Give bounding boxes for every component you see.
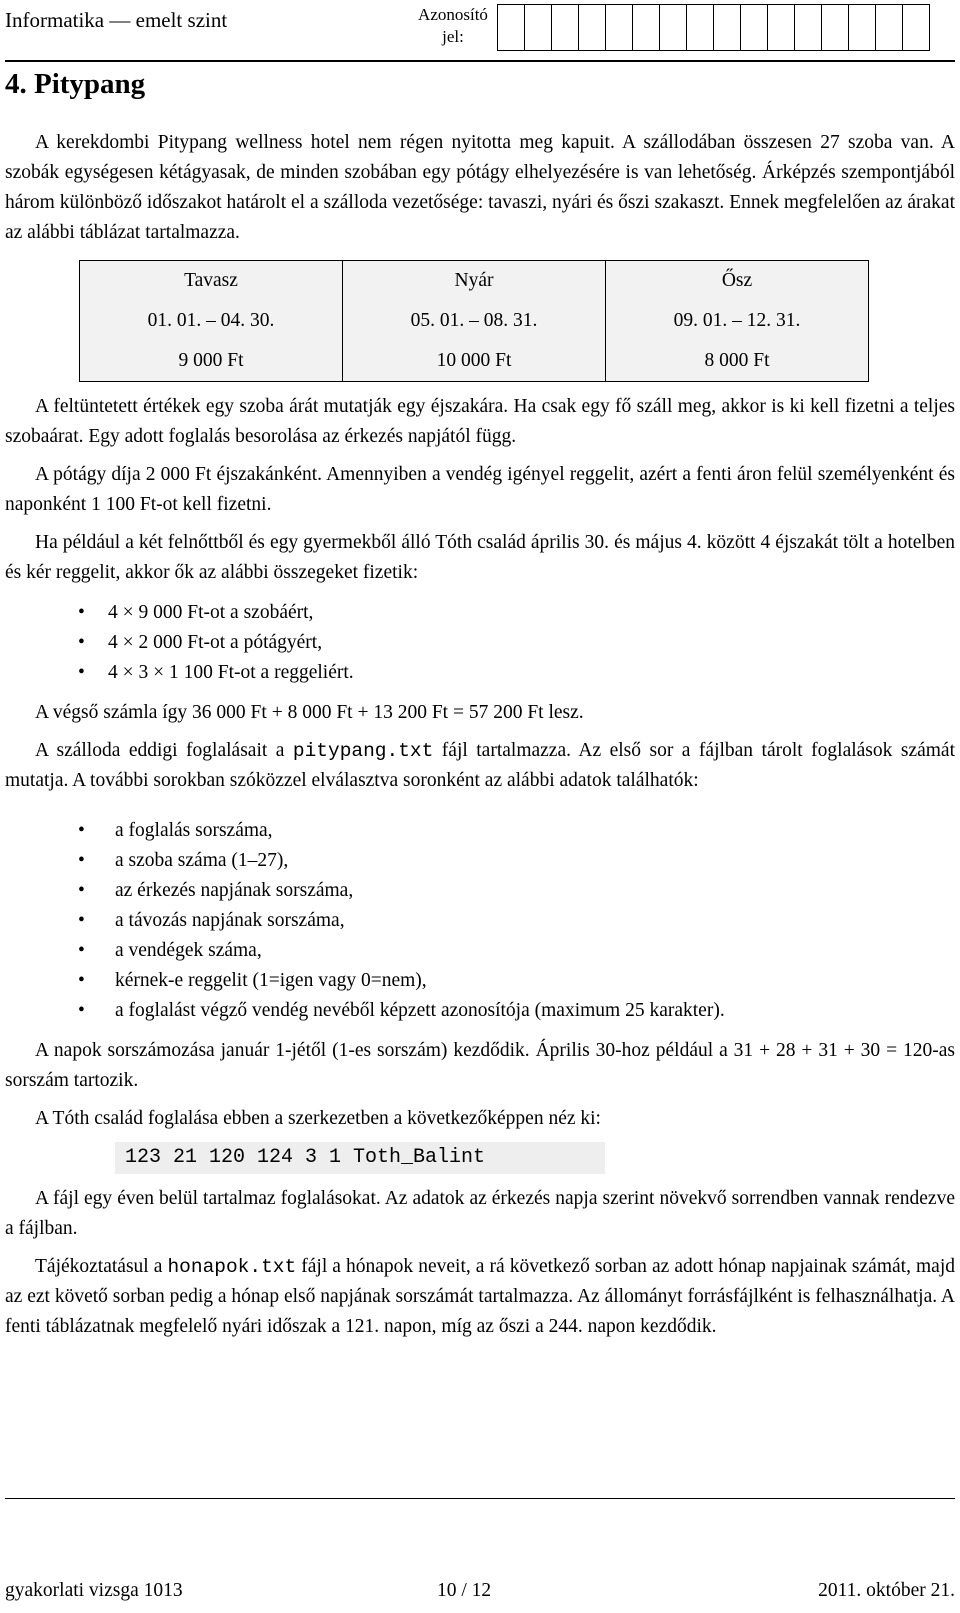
payment-list (5, 598, 955, 688)
list-item (5, 816, 955, 846)
exam-code: gyakorlati vizsga 1013 (5, 1580, 183, 1601)
season-row (80, 261, 869, 302)
list-item-text: 4 × 9 000 Ft-ot a szobáért, (108, 602, 314, 623)
list-item-text: a távozás napjának sorszáma, (115, 910, 345, 931)
id-box[interactable] (632, 4, 660, 51)
months-paragraph (5, 1252, 955, 1342)
bullet-icon: • (78, 1000, 85, 1021)
bullet-icon: • (78, 910, 85, 931)
file-paragraph-text: A szálloda eddigi foglalásait a (35, 740, 293, 761)
period-cell: 05. 01. – 08. 31. (343, 301, 606, 341)
list-item-text: 4 × 2 000 Ft-ot a pótágyért, (108, 632, 323, 653)
list-item (5, 658, 955, 688)
price-table (79, 260, 869, 382)
id-box[interactable] (686, 4, 714, 51)
list-item (5, 906, 955, 936)
months-paragraph-text: fájl a hónapok neveit, a rá következő sorban az adott hónap napjainak számát, majd az ezt követő sorban pedig a hónap első napjának sorszámát tartalmazza. Az állományt forrásfájlként is felhasználhatja. A fenti táblázatnak megfelelő nyári időszak a 121. napon, míg az őszi a 244. napon kezdődik. (5, 1256, 955, 1337)
id-box[interactable] (902, 4, 930, 51)
list-item (5, 876, 955, 906)
list-item-text: 4 × 3 × 1 100 Ft-ot a reggeliért. (108, 662, 354, 683)
list-item (5, 598, 955, 628)
id-box[interactable] (551, 4, 579, 51)
period-cell: 01. 01. – 04. 30. (80, 301, 343, 341)
id-box[interactable] (497, 4, 525, 51)
season-cell: Ősz (606, 261, 869, 302)
list-item (5, 936, 955, 966)
bullet-icon: • (78, 970, 85, 991)
id-box[interactable] (767, 4, 795, 51)
values-paragraph: A feltüntetett értékek egy szoba árát mutatják egy éjszakára. Ha csak egy fő száll meg, akkor is ki kell fizetni a teljes szobaárat. Egy adott foglalás besorolása az érkezés napjától függ. (5, 396, 955, 447)
id-box[interactable] (875, 4, 903, 51)
days-paragraph: A napok sorszámozása január 1-jétől (1-es sorszám) kezdődik. Április 30-hoz például a 31 + 28 + 31 + 30 = 120-as sorszám tartozik. (5, 1040, 955, 1091)
id-label (413, 4, 493, 48)
exam-subject-title: Informatika — emelt szint (5, 8, 228, 32)
file-fields-list (5, 816, 955, 1026)
list-item-text: kérnek-e reggelit (1=igen vagy 0=nem), (115, 970, 427, 991)
filename-honapok: honapok.txt (167, 1256, 297, 1278)
season-cell: Nyár (343, 261, 606, 302)
section-title: 4. Pitypang (5, 68, 146, 100)
list-item (5, 628, 955, 658)
bullet-icon: • (78, 940, 85, 961)
period-row (80, 301, 869, 341)
task-body (5, 128, 955, 1342)
list-item-text: a foglalást végző vendég nevéből képzett azonosítója (maximum 25 karakter). (115, 1000, 725, 1021)
id-box[interactable] (794, 4, 822, 51)
bullet-icon: • (78, 602, 85, 623)
bullet-icon: • (78, 880, 85, 901)
example-record: 123 21 120 124 3 1 Toth_Balint (115, 1142, 605, 1174)
bullet-icon: • (78, 662, 85, 683)
bullet-icon: • (78, 820, 85, 841)
exam-date: 2011. október 21. (818, 1580, 955, 1601)
page-number: 10 / 12 (437, 1580, 492, 1601)
list-item (5, 846, 955, 876)
filename-pitypang: pitypang.txt (292, 740, 434, 762)
months-paragraph-text: Tájékoztatásul a (35, 1256, 168, 1277)
id-box[interactable] (659, 4, 687, 51)
toth-paragraph: A Tóth család foglalása ebben a szerkezetben a következőképpen néz ki: (35, 1108, 601, 1129)
id-box[interactable] (578, 4, 606, 51)
bullet-icon: • (78, 632, 85, 653)
id-box[interactable] (740, 4, 768, 51)
price-row (80, 341, 869, 382)
list-item-text: az érkezés napjának sorszáma, (115, 880, 354, 901)
example-paragraph: Ha például a két felnőttből és egy gyermekből álló Tóth család április 30. és május 4. között 4 éjszakát tölt a hotelben és kér reggelit, akkor ők az alábbi összegeket fizetik: (5, 532, 955, 583)
id-box[interactable] (821, 4, 849, 51)
price-cell: 8 000 Ft (606, 341, 869, 382)
extra-bed-paragraph: A pótágy díja 2 000 Ft éjszakánként. Amennyiben a vendég igényel reggelit, azért a fenti áron felül személyenként és naponként 1 100 Ft-ot kell fizetni. (5, 464, 955, 515)
page-footer (5, 1580, 955, 1610)
id-box[interactable] (713, 4, 741, 51)
header-divider (5, 60, 955, 62)
list-item-text: a foglalás sorszáma, (115, 820, 273, 841)
period-cell: 09. 01. – 12. 31. (606, 301, 869, 341)
list-item-text: a szoba száma (1–27), (115, 850, 289, 871)
id-box[interactable] (524, 4, 552, 51)
file-paragraph-text: fájl tartalmazza. Az első sor a fájlban tárolt foglalások számát mutatja. A további sorokban szóközzel elválasztva soronként az alábbi adatok találhatók: (5, 740, 956, 791)
footer-divider (5, 1498, 955, 1499)
list-item-text: a vendégek száma, (115, 940, 262, 961)
id-label-line2: jel: (442, 27, 464, 46)
list-item (5, 996, 955, 1026)
id-label-line1: Azonosító (418, 5, 488, 24)
intro-paragraph: A kerekdombi Pitypang wellness hotel nem régen nyitotta meg kapuit. A szállodában összesen 27 szoba van. A szobák egységesen kétágyasak, de minden szobában egy pótágy elhelyezésére is van lehetőség. Árképzés szempontjából három különböző időszakot határolt el a szálloda vezetősége: tavaszi, nyári és őszi szakaszt. Ennek megfelelően az árakat az alábbi táblázat tartalmazza. (5, 132, 955, 243)
season-cell: Tavasz (80, 261, 343, 302)
price-cell: 9 000 Ft (80, 341, 343, 382)
list-item (5, 966, 955, 996)
id-box[interactable] (605, 4, 633, 51)
id-box[interactable] (848, 4, 876, 51)
price-cell: 10 000 Ft (343, 341, 606, 382)
total-paragraph: A végső számla így 36 000 Ft + 8 000 Ft + 13 200 Ft = 57 200 Ft lesz. (35, 702, 584, 723)
sorted-paragraph: A fájl egy éven belül tartalmaz foglalásokat. Az adatok az érkezés napja szerint növekvő sorrendben vannak rendezve a fájlban. (5, 1188, 955, 1239)
bullet-icon: • (78, 850, 85, 871)
file-paragraph (5, 736, 955, 796)
id-boxes (498, 4, 930, 51)
page-header (5, 0, 955, 62)
